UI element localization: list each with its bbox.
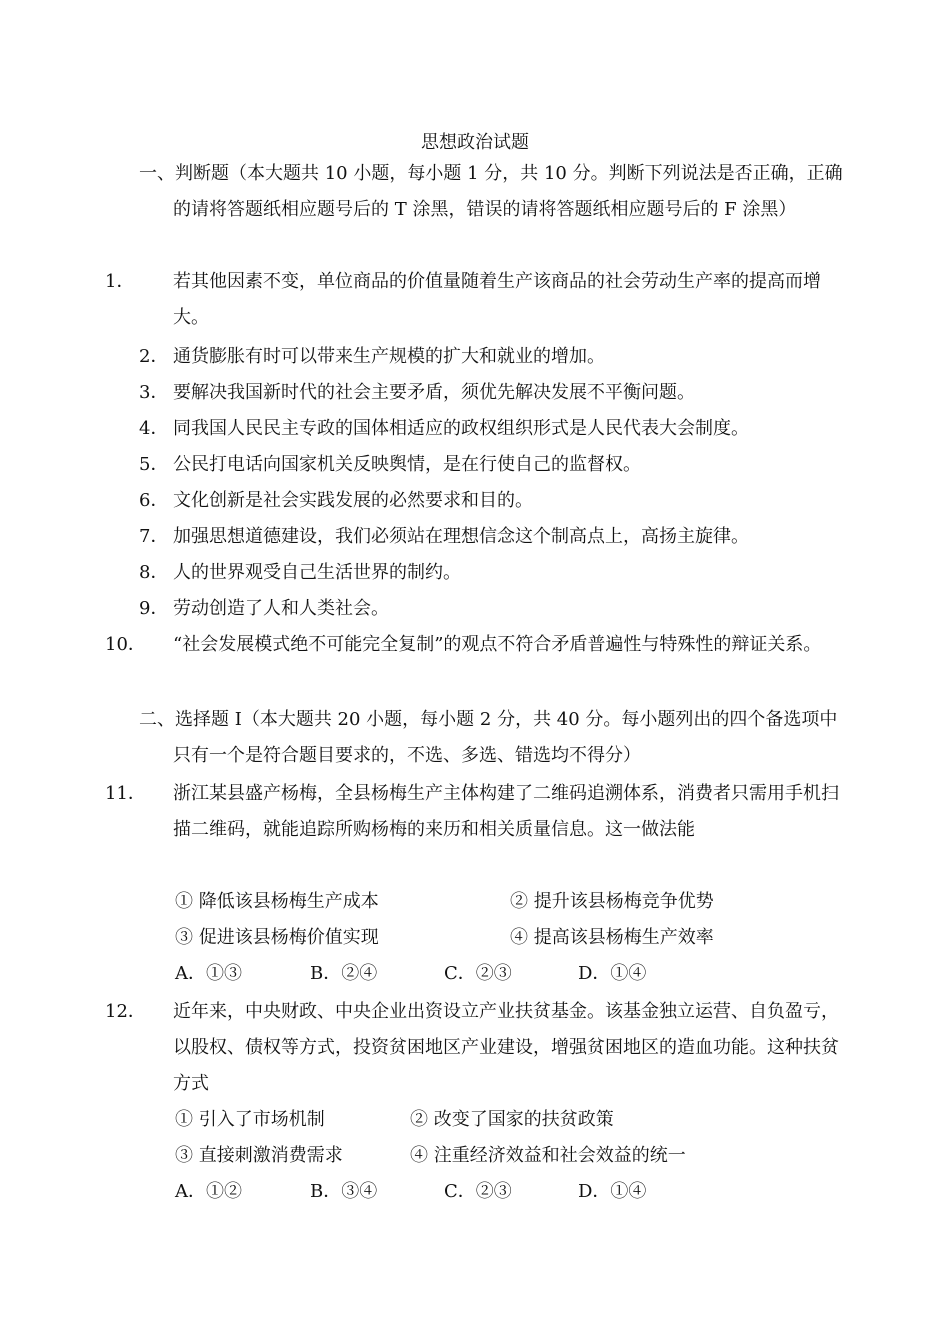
judgement-item-1 xyxy=(105,264,843,336)
q11-statement-3: ③ 促进该县杨梅价值实现 xyxy=(175,927,379,948)
page-title: 思想政治试题 xyxy=(421,132,529,153)
item-text: 要解决我国新时代的社会主要矛盾，须优先解决发展不平衡问题。 xyxy=(173,382,695,403)
item-number: 1． xyxy=(105,271,135,292)
section2-heading: 二、选择题 I（本大题共 20 小题，每小题 2 分，共 40 分。每小题列出的四个备选项中只有一个是符合题目要求的，不选、多选、错选均不得分） xyxy=(139,709,838,766)
item-number: 2． xyxy=(139,346,169,367)
item-number: 7． xyxy=(139,526,169,547)
q11-statement-2: ② 提升该县杨梅竞争优势 xyxy=(510,891,714,912)
question-number: 12． xyxy=(105,1001,146,1022)
judgement-item-4 xyxy=(139,411,809,447)
judgement-item-8 xyxy=(139,555,809,591)
item-text: 若其他因素不变，单位商品的价值量随着生产该商品的社会劳动生产率的提高而增大。 xyxy=(173,271,821,328)
item-number: 4． xyxy=(139,418,169,439)
item-text: 通货膨胀有时可以带来生产规模的扩大和就业的增加。 xyxy=(173,346,605,367)
judgement-item-3 xyxy=(139,375,809,411)
q12-choice-d: D．①④ xyxy=(578,1181,647,1202)
q11-choice-d: D．①④ xyxy=(578,963,647,984)
q12-choice-a: A．①② xyxy=(175,1181,242,1202)
question-11 xyxy=(105,776,843,848)
q12-choice-c: C．②③ xyxy=(444,1181,512,1202)
item-text: 人的世界观受自己生活世界的制约。 xyxy=(173,562,461,583)
q11-choice-a: A．①③ xyxy=(175,963,242,984)
q12-statement-4: ④ 注重经济效益和社会效益的统一 xyxy=(410,1145,686,1166)
item-text: 同我国人民民主专政的国体相适应的政权组织形式是人民代表大会制度。 xyxy=(173,418,749,439)
item-text: “社会发展模式绝不可能完全复制”的观点不符合矛盾普遍性与特殊性的辩证关系。 xyxy=(173,634,822,655)
q12-statement-1: ① 引入了市场机制 xyxy=(175,1109,325,1130)
item-number: 5． xyxy=(139,454,169,475)
judgement-item-9 xyxy=(139,591,809,627)
judgement-item-6 xyxy=(139,483,809,519)
question-12 xyxy=(105,994,843,1102)
q12-choice-b: B．③④ xyxy=(310,1181,378,1202)
question-stem: 浙江某县盛产杨梅，全县杨梅生产主体构建了二维码追溯体系，消费者只需用手机扫描二维码，就能追踪所购杨梅的来历和相关质量信息。这一做法能 xyxy=(173,783,839,840)
q12-statement-3: ③ 直接刺激消费需求 xyxy=(175,1145,343,1166)
q12-statement-2: ② 改变了国家的扶贫政策 xyxy=(410,1109,614,1130)
section1-heading: 一、判断题（本大题共 10 小题，每小题 1 分，共 10 分。判断下列说法是否正确，正确的请将答题纸相应题号后的 T 涂黑，错误的请将答题纸相应题号后的 F 涂黑） xyxy=(139,163,843,220)
item-number: 8． xyxy=(139,562,169,583)
q11-statement-1: ① 降低该县杨梅生产成本 xyxy=(175,891,379,912)
item-number: 9． xyxy=(139,598,169,619)
item-text: 文化创新是社会实践发展的必然要求和目的。 xyxy=(173,490,533,511)
judgement-item-10 xyxy=(105,627,843,663)
item-number: 6． xyxy=(139,490,169,511)
question-stem: 近年来，中央财政、中央企业出资设立产业扶贫基金。该基金独立运营、自负盈亏，以股权、债权等方式，投资贫困地区产业建设，增强贫困地区的造血功能。这种扶贫方式 xyxy=(173,1001,839,1094)
judgement-item-7 xyxy=(139,519,809,555)
item-text: 加强思想道德建设，我们必须站在理想信念这个制高点上，高扬主旋律。 xyxy=(173,526,749,547)
question-number: 11． xyxy=(105,783,146,804)
item-number: 10． xyxy=(105,634,146,655)
item-text: 劳动创造了人和人类社会。 xyxy=(173,598,389,619)
q11-statement-4: ④ 提高该县杨梅生产效率 xyxy=(510,927,714,948)
item-text: 公民打电话向国家机关反映舆情，是在行使自己的监督权。 xyxy=(173,454,641,475)
q11-choice-b: B．②④ xyxy=(310,963,378,984)
judgement-item-2 xyxy=(139,339,809,375)
q11-choice-c: C．②③ xyxy=(444,963,512,984)
item-number: 3． xyxy=(139,382,169,403)
judgement-item-5 xyxy=(139,447,809,483)
